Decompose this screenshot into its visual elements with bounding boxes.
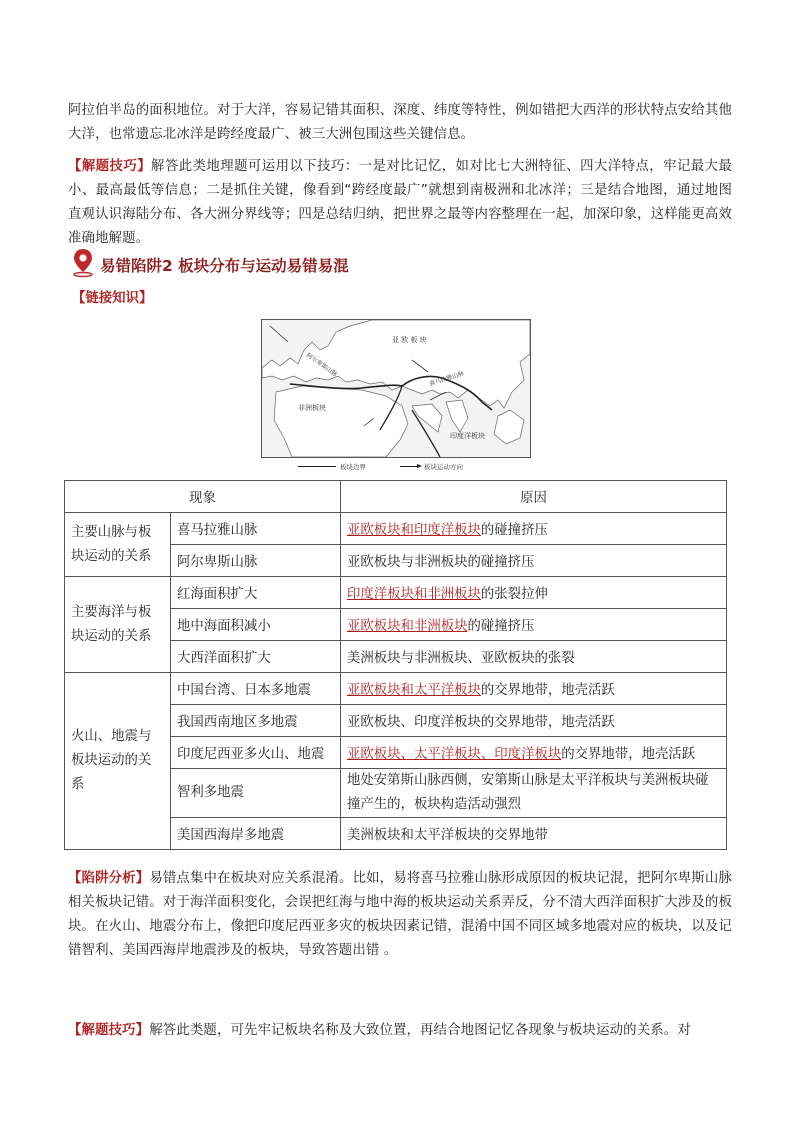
phenomenon-cell: 喜马拉雅山脉 [171,513,341,545]
section-heading [72,248,349,278]
phenomenon-cell: 地中海面积减小 [171,609,341,641]
header-phenomenon: 现象 [65,481,341,513]
phenomenon-cell: 印度尼西亚多火山、地震 [171,737,341,769]
cause-highlight: 亚欧板块和非洲板块 [347,619,468,634]
label-eurasian-plate: 亚 欧 板 块 [392,336,427,344]
cause-cell [341,673,727,705]
cause-cell [341,737,727,769]
cause-text: 美洲板块与非洲板块、亚欧板块的张裂 [347,651,575,666]
cause-cell [341,513,727,545]
paragraph-text: 解答此类题，可先牢记板块名称及大致位置，再结合地图记忆各现象与板块运动的关系。对 [149,1023,691,1038]
link-knowledge-tag: 【链接知识】 [72,291,153,306]
cause-cell [341,577,727,609]
phenomenon-cell: 美国西海岸多地震 [171,818,341,850]
table-header-row [65,481,727,513]
phenomenon-cell: 我国西南地区多地震 [171,705,341,737]
cause-cell [341,545,727,577]
legend-direction: 板块运动方向 [424,463,463,471]
legend-boundary: 板块边界 [340,463,366,471]
cause-highlight: 亚欧板块和印度洋板块 [347,523,481,538]
header-cause: 原因 [341,481,727,513]
cause-text: 的交界地带，地壳活跃 [480,683,615,698]
tips-tag: 【解题技巧】 [68,1023,150,1038]
boundary-line-icon [298,466,336,467]
paragraph-tips-2 [68,1019,732,1043]
phenomenon-cell: 阿尔卑斯山脉 [171,545,341,577]
analysis-tag: 【陷阱分析】 [68,871,150,886]
phenomenon-cell: 红海面积扩大 [171,577,341,609]
cause-text: 的碰撞挤压 [467,619,535,634]
paragraph-text: 解答此类地理题可运用以下技巧：一是对比记忆，如对比七大洲特征、四大洋特点，牢记最大最小、最高最低等信息；二是抓住关键，像看到“跨经度最广”就想到南极洲和北冰洋；三是结合地图，通过地图直观认识海陆分布、各大洲分界线等；四是总结归纳，把世界之最等内容整理在一起，加深印象，这样能更高效准确地解题。 [68,159,733,246]
cause-cell [341,641,727,673]
cause-text: 的交界地带，地壳活跃 [561,747,696,762]
group-label-mountains: 主要山脉与板块运动的关系 [65,513,171,577]
phenomenon-cell: 大西洋面积扩大 [171,641,341,673]
label-african-plate: 非洲板块 [298,404,326,412]
map-legend [298,462,463,471]
paragraph-text: 阿拉伯半岛的面积地位。对于大洋，容易记错其面积、深度、纬度等特性，例如错把大西洋的形状特点安给其他大洋，也常遗忘北冰洋是跨经度最广、被三大洲包围这些关键信息。 [68,103,732,142]
tips-tag: 【解题技巧】 [68,159,152,174]
label-indian-plate: 印度洋板块 [450,432,485,440]
plate-map-figure [261,319,531,458]
location-pin-icon [72,248,98,278]
cause-text: 地处安第斯山脉西侧，安第斯山脉是太平洋板块与美洲板块碰撞产生的，板块构造活动强烈 [347,773,709,812]
paragraph-trap-analysis [68,867,732,963]
cause-cell [341,769,727,818]
phenomenon-cell: 智利多地震 [171,769,341,818]
cause-highlight: 亚欧板块、太平洋板块、印度洋板块 [347,747,562,762]
cause-text: 美洲板块和太平洋板块的交界地带 [347,828,548,843]
cause-text: 亚欧板块、印度洋板块的交界地带，地壳活跃 [347,715,615,730]
table-row [65,513,727,545]
cause-highlight: 印度洋板块和非洲板块 [347,587,481,602]
section-title: 易错陷阱2 板块分布与运动易错易混 [100,257,349,275]
cause-text: 的张裂拉伸 [480,587,548,602]
label-himalaya: 喜马拉雅山脉 [428,370,465,388]
cause-text: 亚欧板块与非洲板块的碰撞挤压 [347,555,535,570]
paragraph-ocean-errors [68,99,732,147]
group-label-volcano-earthquake: 火山、地震与板块运动的关系 [65,673,171,850]
plate-relations-table [64,480,727,850]
plate-map [262,320,530,457]
arrow-right-icon [400,466,420,467]
cause-cell [341,609,727,641]
table-row [65,673,727,705]
group-label-oceans: 主要海洋与板块运动的关系 [65,577,171,673]
cause-cell [341,818,727,850]
paragraph-tips [68,155,732,251]
cause-text: 的碰撞挤压 [480,523,548,538]
cause-cell [341,705,727,737]
phenomenon-cell: 中国台湾、日本多地震 [171,673,341,705]
paragraph-text: 易错点集中在板块对应关系混淆。比如，易将喜马拉雅山脉形成原因的板块记混，把阿尔卑斯山脉相关板块记错。对于海洋面积变化，会误把红海与地中海的板块运动关系弄反，分不清大西洋面积扩大涉及的板块。在火山、地震分布上，像把印度尼西亚多灾的板块因素记错，混淆中国不同区域多地震对应的板块，以及记错智利、美国西海岸地震涉及的板块，导致答题出错 。 [68,871,732,958]
cause-highlight: 亚欧板块和太平洋板块 [347,683,481,698]
label-alps: 阿尔卑斯山脉 [304,351,339,379]
table-row [65,577,727,609]
